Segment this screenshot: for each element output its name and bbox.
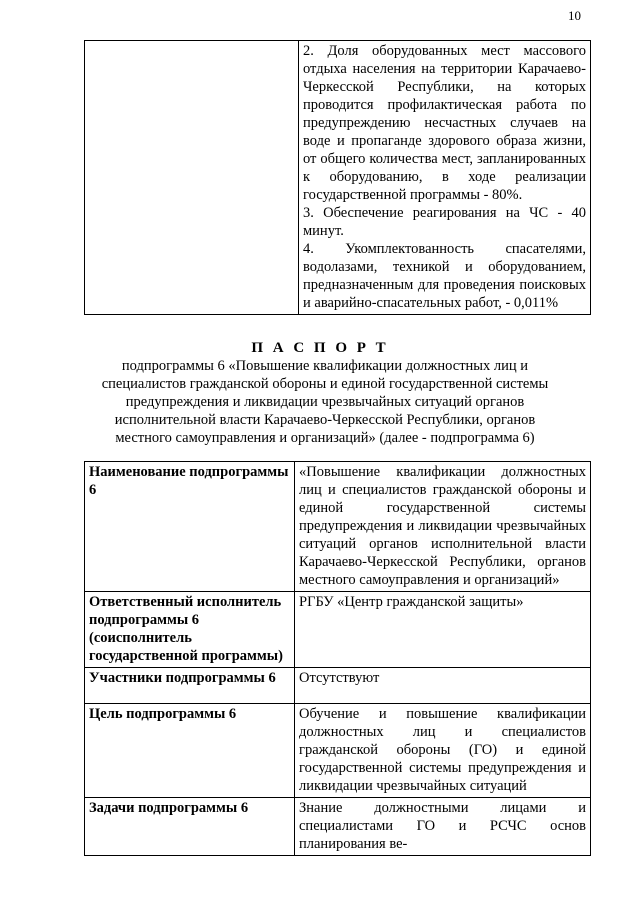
row-label: Задачи подпрограммы 6 [85,798,295,856]
row-value: Знание должностными лицами и специалистами ГО и РСЧС основ планирования ве- [295,798,591,856]
table-row [85,668,591,704]
table-row [85,704,591,798]
indicators-cell [299,41,591,315]
row-label: Участники подпрограммы 6 [85,668,295,704]
page-number: 10 [568,8,581,23]
passport-table [84,461,591,856]
table-row [85,592,591,668]
table-row [85,798,591,856]
indicators-table [84,40,591,315]
empty-cell [85,41,299,315]
row-value: РГБУ «Центр гражданской защиты» [295,592,591,668]
row-value: Обучение и повышение квалификации должностных лиц и специалистов гражданской обороны (ГО) и единой государственной системы предупреждения и ликвидации чрезвычайных ситуаций [295,704,591,798]
row-label: Ответственный исполнитель подпрограммы 6 (соисполнитель государственной программы) [85,592,295,668]
row-label: Наименование подпрограммы 6 [85,462,295,592]
indicator-item: 2. Доля оборудованных мест массового отдыха населения на территории Карачаево-Черкесской Республики, на которых проводится профилактическая работа по предупреждению несчастных случаев на воде и пропаганде здорового образа жизни, от общего количества мест, запланированных к оборудованию, в ходе реализации государственной программы - 80%. [303,43,586,203]
row-value: Отсутствуют [295,668,591,704]
passport-heading: П А С П О Р Т [251,340,389,356]
indicator-item: 4. Укомплектованность спасателями, водолазами, техникой и оборудованием, предназначенным для проведения поисковых и аварийно-спасательных работ, - 0,011% [303,241,586,311]
row-label: Цель подпрограммы 6 [85,704,295,798]
indicator-item: 3. Обеспечение реагирования на ЧС - 40 минут. [303,205,586,239]
passport-subtitle: подпрограммы 6 «Повышение квалификации должностных лиц и специалистов гражданской обороны и единой государственной системы предупреждения и ликвидации чрезвычайных ситуаций органов исполнительной власти Карачаево-Черкесской Республики, органов местного самоуправления и организаций» (далее - подпрограмма 6) [101,358,549,446]
row-value: «Повышение квалификации должностных лиц и специалистов гражданской обороны и единой государственной системы предупреждения и ликвидации чрезвычайных ситуаций органов исполнительной власти Карачаево-Черкесской Республики, органов местного самоуправления и организаций» [295,462,591,592]
table-row [85,41,591,315]
table-row [85,462,591,592]
